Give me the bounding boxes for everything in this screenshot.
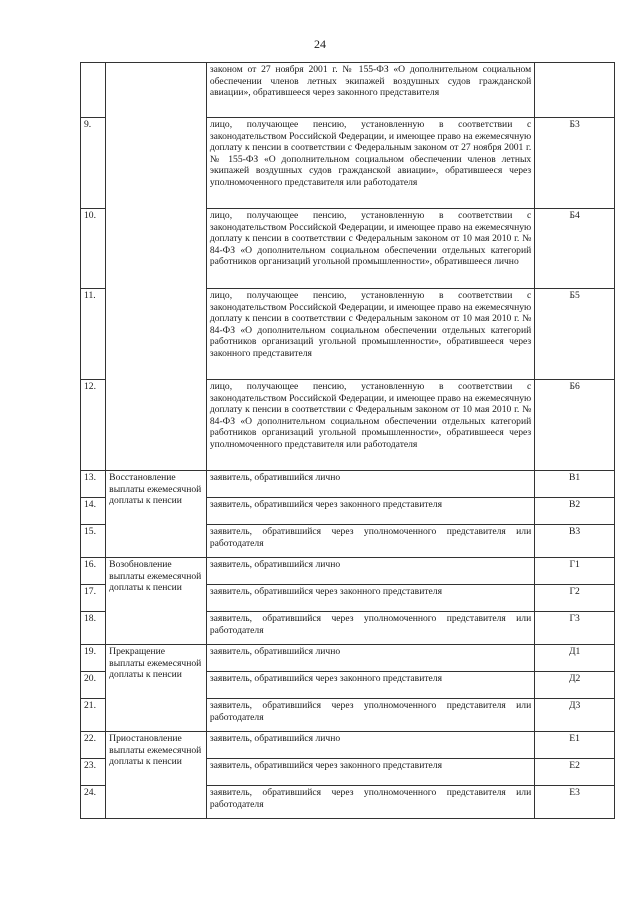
row-number	[81, 63, 106, 118]
row-description: заявитель, обратившийся через уполномоченного представителя или работодателя	[206, 612, 534, 645]
row-code: Д1	[535, 645, 615, 672]
row-number: 11.	[81, 289, 106, 380]
service-name: Возобновление выплаты ежемесячной доплаты к пенсии	[106, 558, 207, 645]
row-description: заявитель, обратившийся через уполномоченного представителя или работодателя	[206, 786, 534, 819]
row-number: 24.	[81, 786, 106, 819]
row-number: 15.	[81, 525, 106, 558]
row-number: 23.	[81, 759, 106, 786]
service-name: Прекращение выплаты ежемесячной доплаты к пенсии	[106, 645, 207, 732]
row-code: Е1	[535, 732, 615, 759]
row-code: В3	[535, 525, 615, 558]
row-number: 9.	[81, 118, 106, 209]
row-description: заявитель, обратившийся лично	[206, 471, 534, 498]
row-description: заявитель, обратившийся через законного представителя	[206, 759, 534, 786]
row-code: Г2	[535, 585, 615, 612]
row-code: Е2	[535, 759, 615, 786]
row-number: 16.	[81, 558, 106, 585]
row-code: Б5	[535, 289, 615, 380]
service-name: Восстановление выплаты ежемесячной доплаты к пенсии	[106, 471, 207, 558]
row-number: 17.	[81, 585, 106, 612]
service-name-cell	[106, 63, 207, 471]
row-number: 18.	[81, 612, 106, 645]
row-number: 13.	[81, 471, 106, 498]
row-code: Д2	[535, 672, 615, 699]
row-number: 20.	[81, 672, 106, 699]
service-name: Приостановление выплаты ежемесячной доплаты к пенсии	[106, 732, 207, 819]
row-description: заявитель, обратившийся лично	[206, 645, 534, 672]
table-row	[81, 732, 615, 759]
row-description: законом от 27 ноября 2001 г. № 155-ФЗ «О дополнительном социальном обеспечении членов летных экипажей воздушных судов гражданской авиации», обратившееся через законного представителя	[206, 63, 534, 118]
row-description: лицо, получающее пенсию, установленную в соответствии с законодательством Российской Федерации, и имеющее право на ежемесячную доплату к пенсии в соответствии с Федеральным законом от 27 ноября 2001 г. № 155-ФЗ «О дополнительном социальном обеспечении членов летных экипажей воздушных судов гражданской авиации», обратившееся через уполномоченного представителя или работодателя	[206, 118, 534, 209]
row-number: 10.	[81, 209, 106, 289]
row-description: лицо, получающее пенсию, установленную в соответствии с законодательством Российской Федерации, и имеющее право на ежемесячную доплату к пенсии в соответствии с Федеральным законом от 10 мая 2010 г. № 84-ФЗ «О дополнительном социальном обеспечении отдельных категорий работников организаций угольной промышленности», обратившееся через уполномоченного представителя или работодателя	[206, 380, 534, 471]
table-row	[81, 558, 615, 585]
row-description: заявитель, обратившийся через законного представителя	[206, 498, 534, 525]
row-description: заявитель, обратившийся лично	[206, 732, 534, 759]
page-number: 24	[314, 37, 326, 51]
table-row	[81, 63, 615, 118]
row-code: Д3	[535, 699, 615, 732]
row-code	[535, 63, 615, 118]
row-description: заявитель, обратившийся через уполномоченного представителя или работодателя	[206, 699, 534, 732]
row-description: заявитель, обратившийся через законного представителя	[206, 672, 534, 699]
row-code: Г1	[535, 558, 615, 585]
row-code: Г3	[535, 612, 615, 645]
row-code: Б4	[535, 209, 615, 289]
table-row	[81, 471, 615, 498]
row-number: 21.	[81, 699, 106, 732]
row-code: В2	[535, 498, 615, 525]
table-row	[81, 645, 615, 672]
row-description: заявитель, обратившийся через уполномоченного представителя или работодателя	[206, 525, 534, 558]
row-description: заявитель, обратившийся лично	[206, 558, 534, 585]
services-table	[80, 62, 615, 819]
row-code: Е3	[535, 786, 615, 819]
row-number: 14.	[81, 498, 106, 525]
row-code: Б3	[535, 118, 615, 209]
row-number: 22.	[81, 732, 106, 759]
row-number: 12.	[81, 380, 106, 471]
row-code: В1	[535, 471, 615, 498]
row-number: 19.	[81, 645, 106, 672]
row-description: лицо, получающее пенсию, установленную в соответствии с законодательством Российской Федерации, и имеющее право на ежемесячную доплату к пенсии в соответствии с Федеральным законом от 10 мая 2010 г. № 84-ФЗ «О дополнительном социальном обеспечении отдельных категорий работников организаций угольной промышленности», обратившееся через законного представителя	[206, 289, 534, 380]
row-description: лицо, получающее пенсию, установленную в соответствии с законодательством Российской Федерации, и имеющее право на ежемесячную доплату к пенсии в соответствии с Федеральным законом от 10 мая 2010 г. № 84-ФЗ «О дополнительном социальном обеспечении отдельных категорий работников организаций угольной промышленности», обратившееся лично	[206, 209, 534, 289]
row-description: заявитель, обратившийся через законного представителя	[206, 585, 534, 612]
row-code: Б6	[535, 380, 615, 471]
